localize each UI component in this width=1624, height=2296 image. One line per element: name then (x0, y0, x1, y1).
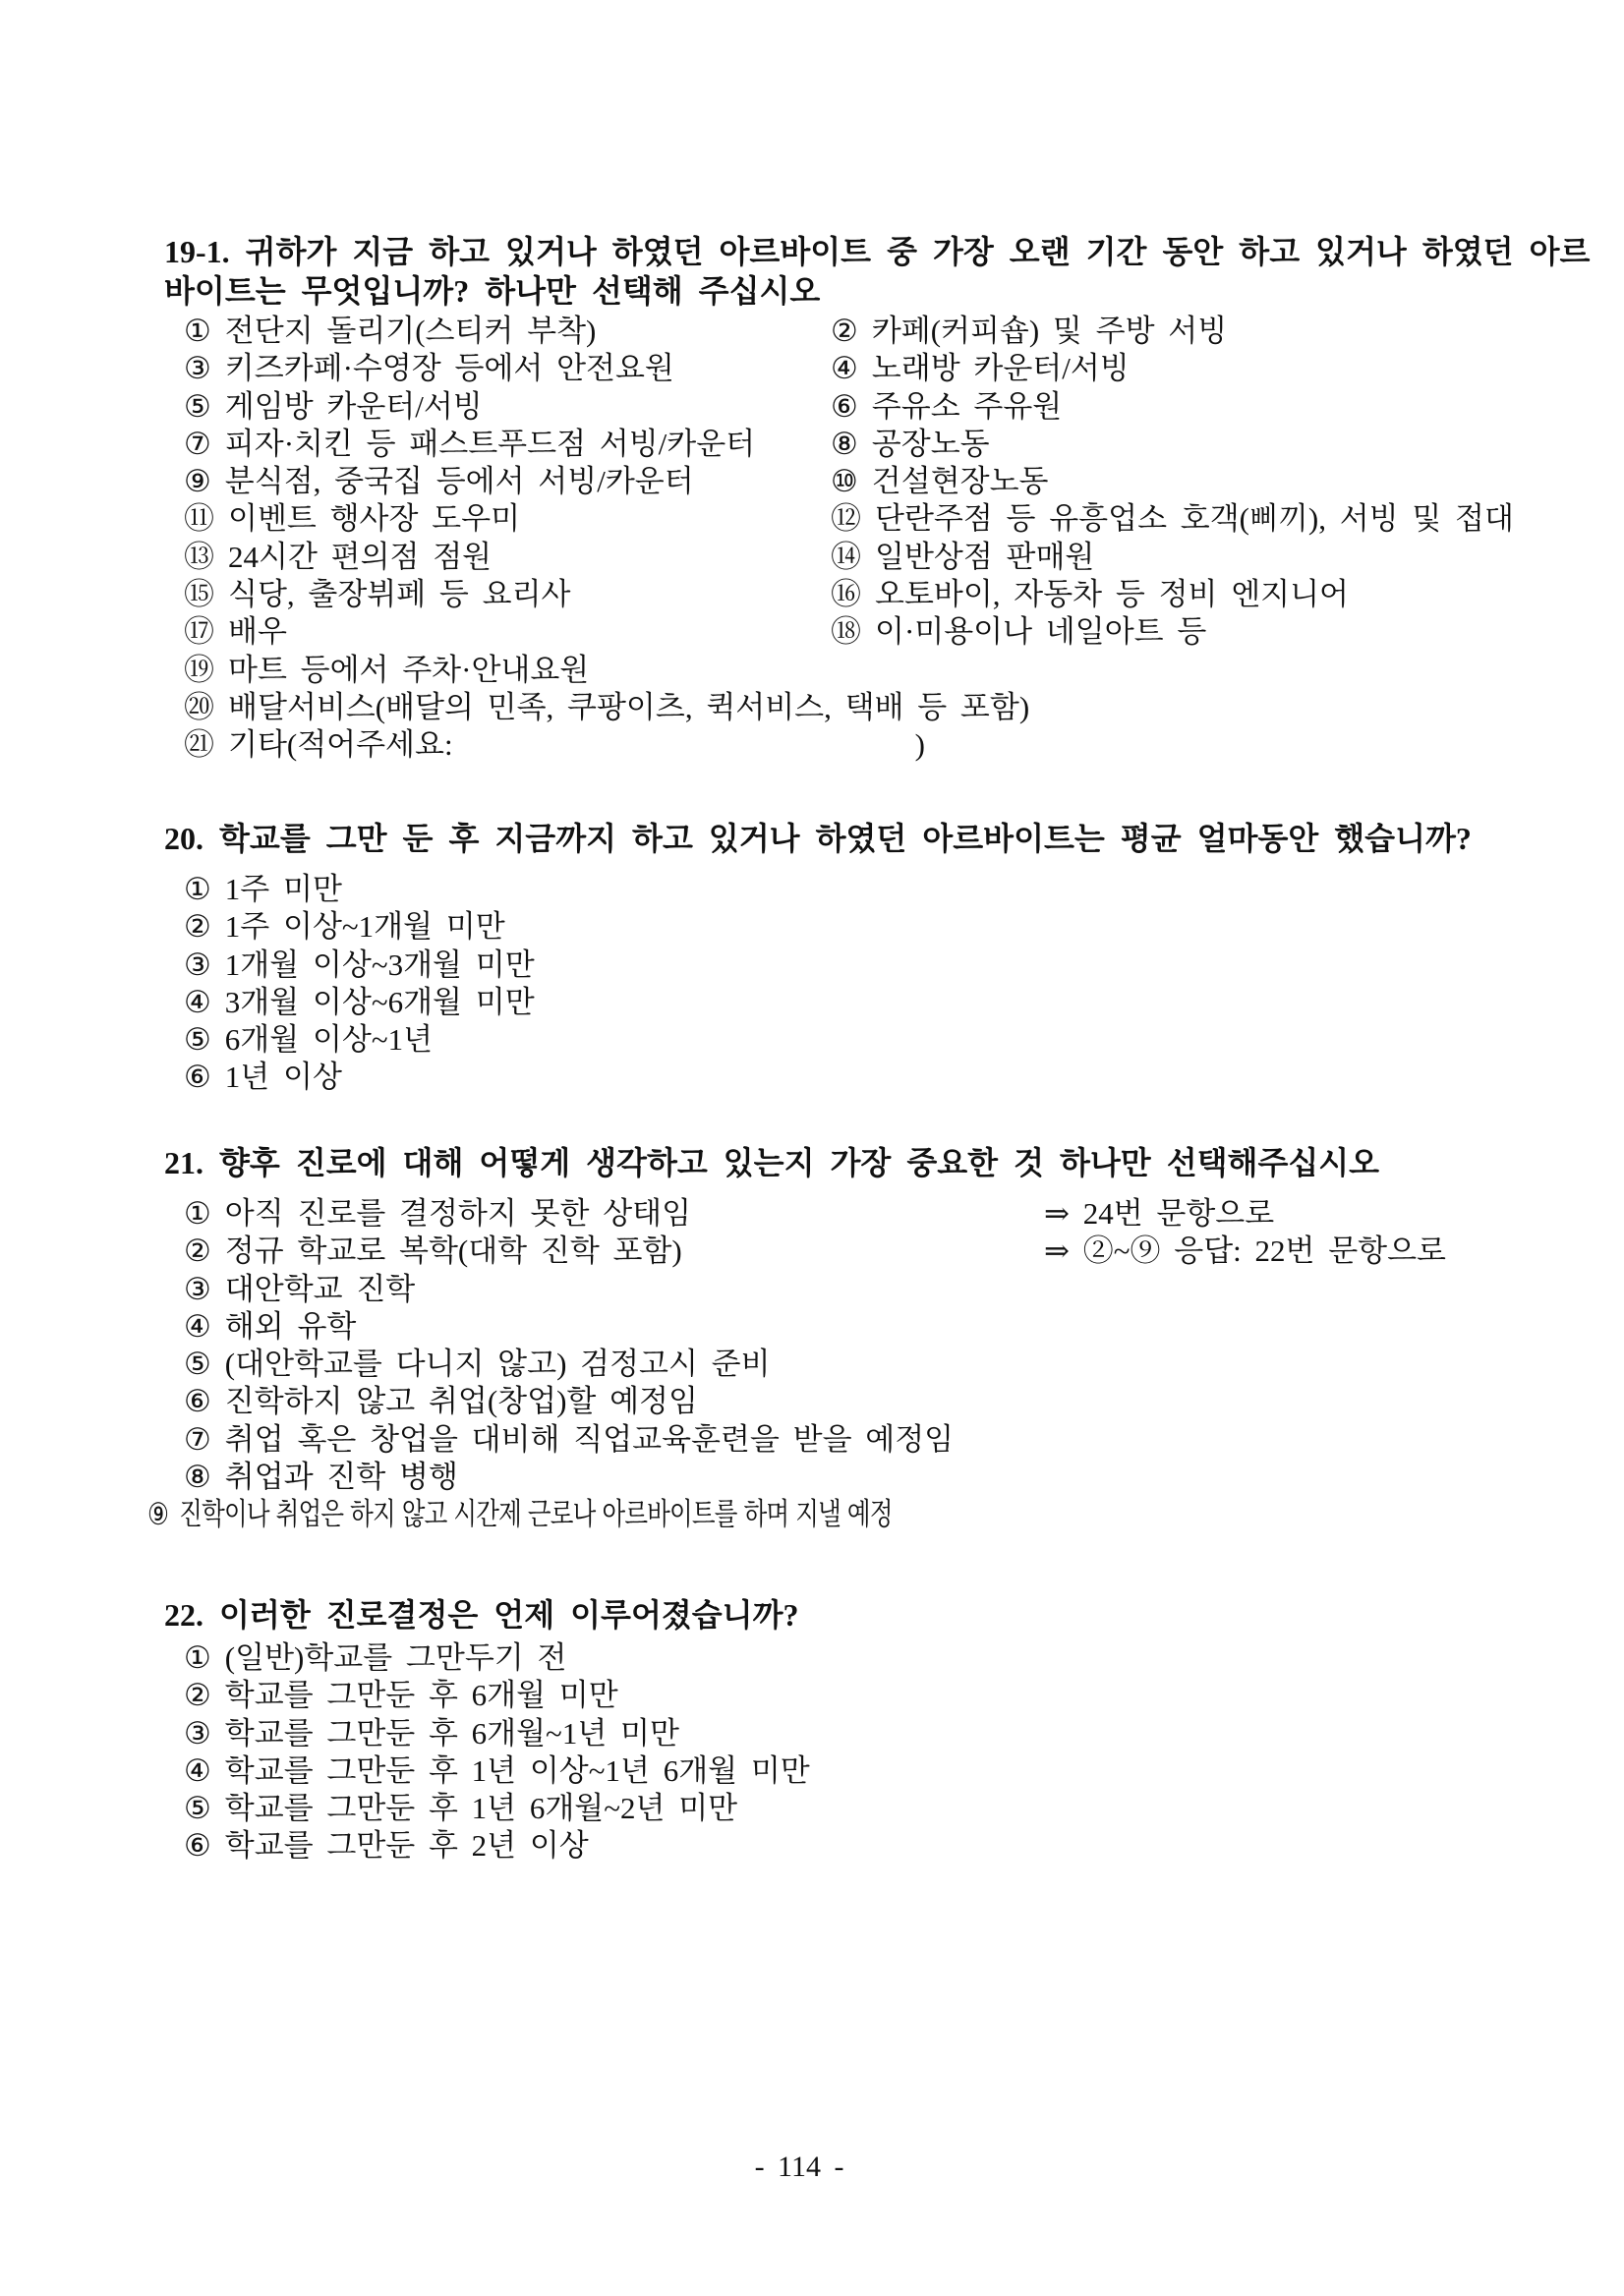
option-label: 피자·치킨 등 패스트푸드점 서빙/카운터 (224, 426, 756, 461)
option-number: ④ (184, 1308, 211, 1344)
option-number: ② (184, 1234, 211, 1269)
close-paren: ) (914, 727, 925, 763)
option-row (184, 1827, 810, 1865)
option-label: 취업 혹은 창업을 대비해 직업교육훈련을 받을 예정임 (224, 1421, 955, 1457)
option-row (831, 576, 1514, 613)
option-label: 취업과 진학 병행 (224, 1460, 458, 1495)
option-number: ⑥ (831, 388, 858, 424)
option-label: 진학하지 않고 취업(창업)할 예정임 (224, 1384, 698, 1419)
option-label: 주유소 주유원 (871, 388, 1063, 424)
option-row (184, 1677, 810, 1714)
option-row (147, 1496, 893, 1533)
option-row (831, 313, 1514, 350)
option-number: ⑨ (184, 464, 211, 499)
option-row (184, 1790, 810, 1827)
option-label: 카페(커피숍) 및 주방 서빙 (871, 314, 1228, 348)
option-label: 3개월 이상~6개월 미만 (224, 984, 535, 1019)
option-number: ⑩ (831, 464, 858, 499)
option-label: 1주 미만 (224, 872, 342, 906)
option-label: 전단지 돌리기(스티커 부착) (224, 314, 597, 348)
option-number: ⑪ (184, 501, 214, 537)
option-number: ⑲ (184, 652, 214, 687)
option-number: ① (184, 1640, 211, 1675)
option-row (831, 500, 1514, 538)
option-number: ⑥ (184, 1384, 211, 1419)
option-row (184, 1271, 1090, 1308)
option-row (184, 689, 1029, 726)
option-row (184, 1346, 1090, 1383)
option-number: ④ (184, 984, 211, 1019)
option-number: ⑦ (184, 426, 211, 461)
option-number: ⑥ (184, 1060, 211, 1095)
option-label: 식당, 출장뷔페 등 요리사 (228, 577, 571, 612)
option-row (184, 908, 535, 946)
option-row (184, 984, 535, 1021)
option-number: ⑦ (184, 1421, 211, 1457)
option-row (831, 426, 1514, 463)
option-row (184, 1195, 1275, 1233)
option-number: ③ (184, 351, 211, 386)
option-number: ② (184, 909, 211, 945)
option-row (184, 652, 1029, 689)
option-row (184, 1233, 1446, 1270)
option-label: 정규 학교로 복학(대학 진학 포함) (224, 1234, 682, 1269)
goto-annotation: ⇒ ②~⑨ 응답: 22번 문항으로 (1044, 1234, 1446, 1269)
option-row (184, 947, 535, 984)
option-label: 배달서비스(배달의 민족, 쿠팡이츠, 퀵서비스, 택배 등 포함) (228, 689, 1030, 724)
question-21-options (147, 1195, 1446, 1534)
question-21-title (164, 1143, 1379, 1182)
option-row (831, 463, 1514, 500)
option-number: ⑤ (184, 1791, 211, 1826)
option-label: 노래방 카운터/서빙 (871, 351, 1130, 386)
question-22-options (184, 1639, 810, 1866)
option-label: 건설현장노동 (871, 464, 1049, 499)
option-row (184, 1459, 1090, 1496)
option-number: ⑱ (831, 614, 861, 650)
option-label: 키즈카페·수영장 등에서 안전요원 (224, 351, 674, 386)
option-number: ⑨ (147, 1497, 169, 1532)
question-22-title (164, 1595, 799, 1635)
option-number: ④ (184, 1752, 211, 1788)
question-22-title-line: 22. 이러한 진로결정은 언제 이루어졌습니까? (164, 1597, 799, 1633)
option-row (184, 1021, 535, 1059)
option-number: ㉑ (184, 727, 214, 763)
option-number: ⑮ (184, 577, 214, 612)
option-label: 1개월 이상~3개월 미만 (224, 947, 535, 982)
option-number: ② (831, 314, 858, 348)
question-21-title-line: 21. 향후 진로에 대해 어떻게 생각하고 있는지 가장 중요한 것 하나만 선택해주십시오 (164, 1145, 1380, 1180)
option-number: ④ (831, 351, 858, 386)
question-19-1-title (164, 232, 1590, 311)
option-number: ⑤ (184, 1022, 211, 1058)
option-label: 오토바이, 자동차 등 정비 엔지니어 (875, 577, 1349, 612)
option-label: 분식점, 중국집 등에서 서빙/카운터 (224, 464, 694, 499)
option-number: ⑰ (184, 614, 214, 650)
question-20-title (164, 819, 1472, 858)
question-19-1-title-line2: 바이트는 무엇입니까? 하나만 선택해 주십시오 (164, 273, 821, 309)
option-number: ⑬ (184, 539, 214, 574)
option-label: 대안학교 진학 (224, 1271, 416, 1306)
page-number: - 114 - (754, 2151, 844, 2183)
question-19-1-options-right (831, 313, 1514, 652)
option-row (184, 1715, 810, 1752)
option-number: ① (184, 872, 211, 906)
option-number: ⑤ (184, 388, 211, 424)
option-label: 마트 등에서 주차·안내요원 (228, 652, 590, 687)
option-number: ③ (184, 1715, 211, 1751)
option-number: ⑯ (831, 577, 861, 612)
option-row (831, 613, 1514, 651)
question-20-title-line: 20. 학교를 그만 둔 후 지금까지 하고 있거나 하였던 아르바이트는 평균 얼마동안 했습니까? (164, 821, 1472, 856)
question-20-options (184, 871, 535, 1097)
option-row (184, 1383, 1090, 1420)
option-label: 학교를 그만둔 후 6개월~1년 미만 (224, 1715, 679, 1751)
option-number: ① (184, 1196, 211, 1231)
option-label: 일반상점 판매원 (875, 539, 1095, 574)
option-label: 이벤트 행사장 도우미 (228, 501, 521, 537)
option-number: ⑭ (831, 539, 861, 574)
question-19-1-title-line1: 19-1. 귀하가 지금 하고 있거나 하였던 아르바이트 중 가장 오랜 기간 동안 하고 있거나 하였던 아르 (164, 234, 1591, 269)
option-label: 단란주점 등 유흥업소 호객(삐끼), 서빙 및 접대 (875, 501, 1514, 537)
option-label: 1주 이상~1개월 미만 (224, 909, 505, 945)
option-row (184, 1059, 535, 1096)
option-label: 학교를 그만둔 후 2년 이상 (224, 1828, 589, 1864)
option-label: 해외 유학 (224, 1308, 357, 1344)
option-number: ⑫ (831, 501, 861, 537)
goto-annotation: ⇒ 24번 문항으로 (1044, 1196, 1275, 1231)
option-row (184, 1752, 810, 1790)
option-label: 진학이나 취업은 하지 않고 시간제 근로나 아르바이트를 하며 지낼 예정 (179, 1497, 893, 1532)
option-number: ⑧ (184, 1460, 211, 1495)
option-number: ⑳ (184, 689, 214, 724)
option-label: 학교를 그만둔 후 6개월 미만 (224, 1678, 618, 1713)
option-row (184, 871, 535, 908)
option-label: (일반)학교를 그만두기 전 (224, 1640, 567, 1675)
option-label: 6개월 이상~1년 (224, 1022, 434, 1058)
option-number: ② (184, 1678, 211, 1713)
option-label: 배우 (228, 614, 287, 650)
option-label: 학교를 그만둔 후 1년 이상~1년 6개월 미만 (224, 1752, 810, 1788)
option-number: ③ (184, 1271, 211, 1306)
option-number: ① (184, 314, 211, 348)
option-number: ⑤ (184, 1347, 211, 1382)
option-row (831, 388, 1514, 426)
option-label: 게임방 카운터/서빙 (224, 388, 483, 424)
option-label: 이·미용이나 네일아트 등 (875, 614, 1207, 650)
option-label: 공장노동 (871, 426, 990, 461)
option-row (184, 1421, 1090, 1459)
option-label: 24시간 편의점 점원 (228, 539, 493, 574)
option-label: 아직 진로를 결정하지 못한 상태임 (224, 1196, 692, 1231)
option-row (831, 350, 1514, 387)
option-row (184, 1639, 810, 1677)
option-row (831, 539, 1514, 576)
option-row-other (184, 726, 1029, 764)
option-label: (대안학교를 다니지 않고) 검정고시 준비 (224, 1347, 771, 1382)
option-row (184, 1308, 1090, 1346)
option-label: 1년 이상 (224, 1060, 342, 1095)
option-number: ⑧ (831, 426, 858, 461)
option-label: 기타(적어주세요: (228, 727, 453, 763)
option-label: 학교를 그만둔 후 1년 6개월~2년 미만 (224, 1791, 738, 1826)
option-number: ⑥ (184, 1828, 211, 1864)
option-number: ③ (184, 947, 211, 982)
